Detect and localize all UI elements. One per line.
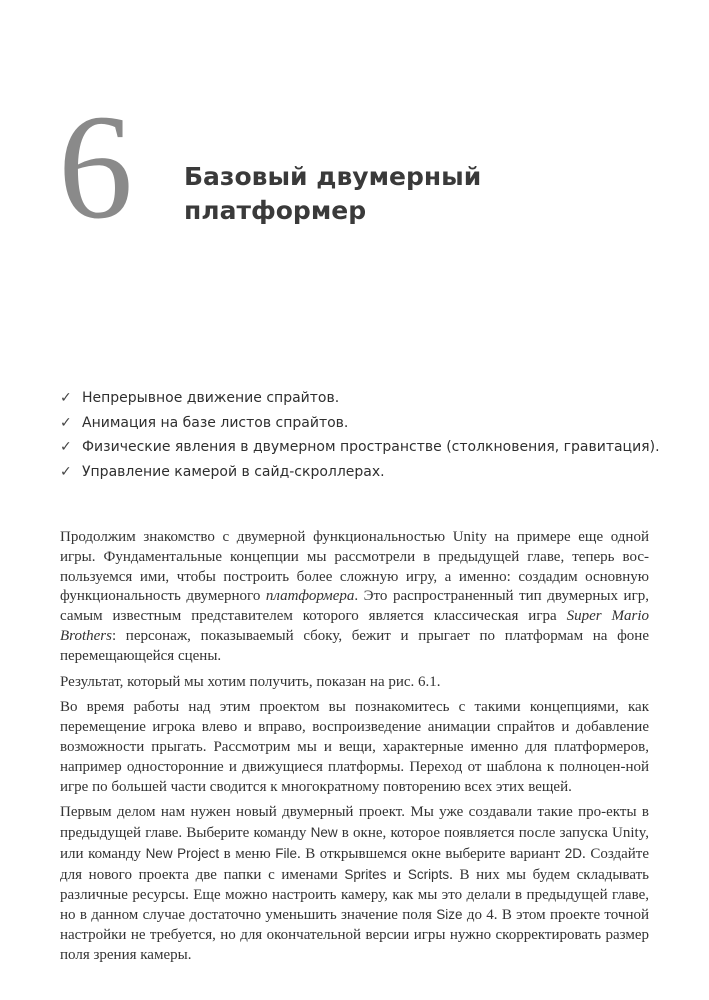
ui-term-file: File [275,845,297,861]
objective-text: Анимация на базе листов спрайтов. [82,414,349,431]
body-text [60,528,649,972]
objective-item [60,386,660,411]
objective-text: Непрерывное движение спрайтов. [82,390,340,406]
term-platformer: платформера [265,588,355,605]
objective-item [60,435,660,460]
checkmark-icon: ✓ [60,463,72,480]
objective-text: Управление камерой в сайд-скроллерах. [82,463,385,480]
objective-item [60,411,660,436]
objective-item [60,460,660,485]
ui-term-new: New [310,825,338,841]
checkmark-icon: ✓ [60,390,72,406]
chapter-number: 6 [58,84,133,250]
checkmark-icon: ✓ [60,414,72,431]
paragraph-concepts: Во время работы над этим проектом вы познакомитесь с такими концепциями, как перемещение игрока влево и вправо, воспроизведение анимации спрайтов и добавление возможности прыгать. Рассмотрим мы и вещи, характерные именно для платформеров, например односторонние и движущиеся платформы. Переход от шаблона к полноцен-ной игре по большей части сводится к многократному повторению всех этих вещей. [60,699,649,795]
ui-term-sprites: Sprites [344,866,387,882]
chapter-objectives-list [60,386,660,484]
chapter-title-line-1: Базовый двумерный [184,162,482,191]
paragraph-setup: Первым делом нам нужен новый двумерный проект. Мы уже создавали такие про-екты в предыдущей главе. Выберите команду New в окне, которое появляется после запуска Unity, или команду New Project в меню File. В открывшемся окне выберите вариант 2D. Создайте для нового проекта две папки с именами Sprites и Scripts. В них мы будем складывать различные ресурсы. Еще можно настроить камеру, как мы это делали в предыдущей главе, но в данном случае достаточно уменьшить значение поля Size до 4. В этом проекте точной настройки не требуется, но для окончательной версии игры нужно скорректировать размер поля зрения камеры. [60,804,650,963]
ui-term-size: Size [436,907,463,923]
ui-term-new-project: New Project [145,845,220,861]
game-title-super-mario: Super Mario Brothers [60,608,650,644]
objective-text: Физические явления в двумерном пространстве (столкновения, гравитация). [82,439,660,455]
ui-term-scripts: Scripts [407,866,450,882]
paragraph-result: Результат, который мы хотим получить, показан на рис. 6.1. [60,673,441,690]
ui-term-2d: 2D [564,845,583,861]
chapter-title-line-2: платформер [184,196,367,225]
paragraph-intro: Продолжим знакомство с двумерной функциональностью Unity на примере еще одной игры. Фундаментальные концепции мы рассмотрели в предыдущей главе, теперь вос-пользуемся ими, чтобы построить более сложную игру, а именно: создадим основную функциональность двумерного платформера. Это распространенный тип двумерных игр, самым известным представителем которого является классическая игра Super Mario Brothers: персонаж, показываемый сбоку, бежит и прыгает по платформам на фоне перемещающейся сцены. [60,529,650,664]
checkmark-icon: ✓ [60,439,72,455]
chapter-title [184,160,644,228]
